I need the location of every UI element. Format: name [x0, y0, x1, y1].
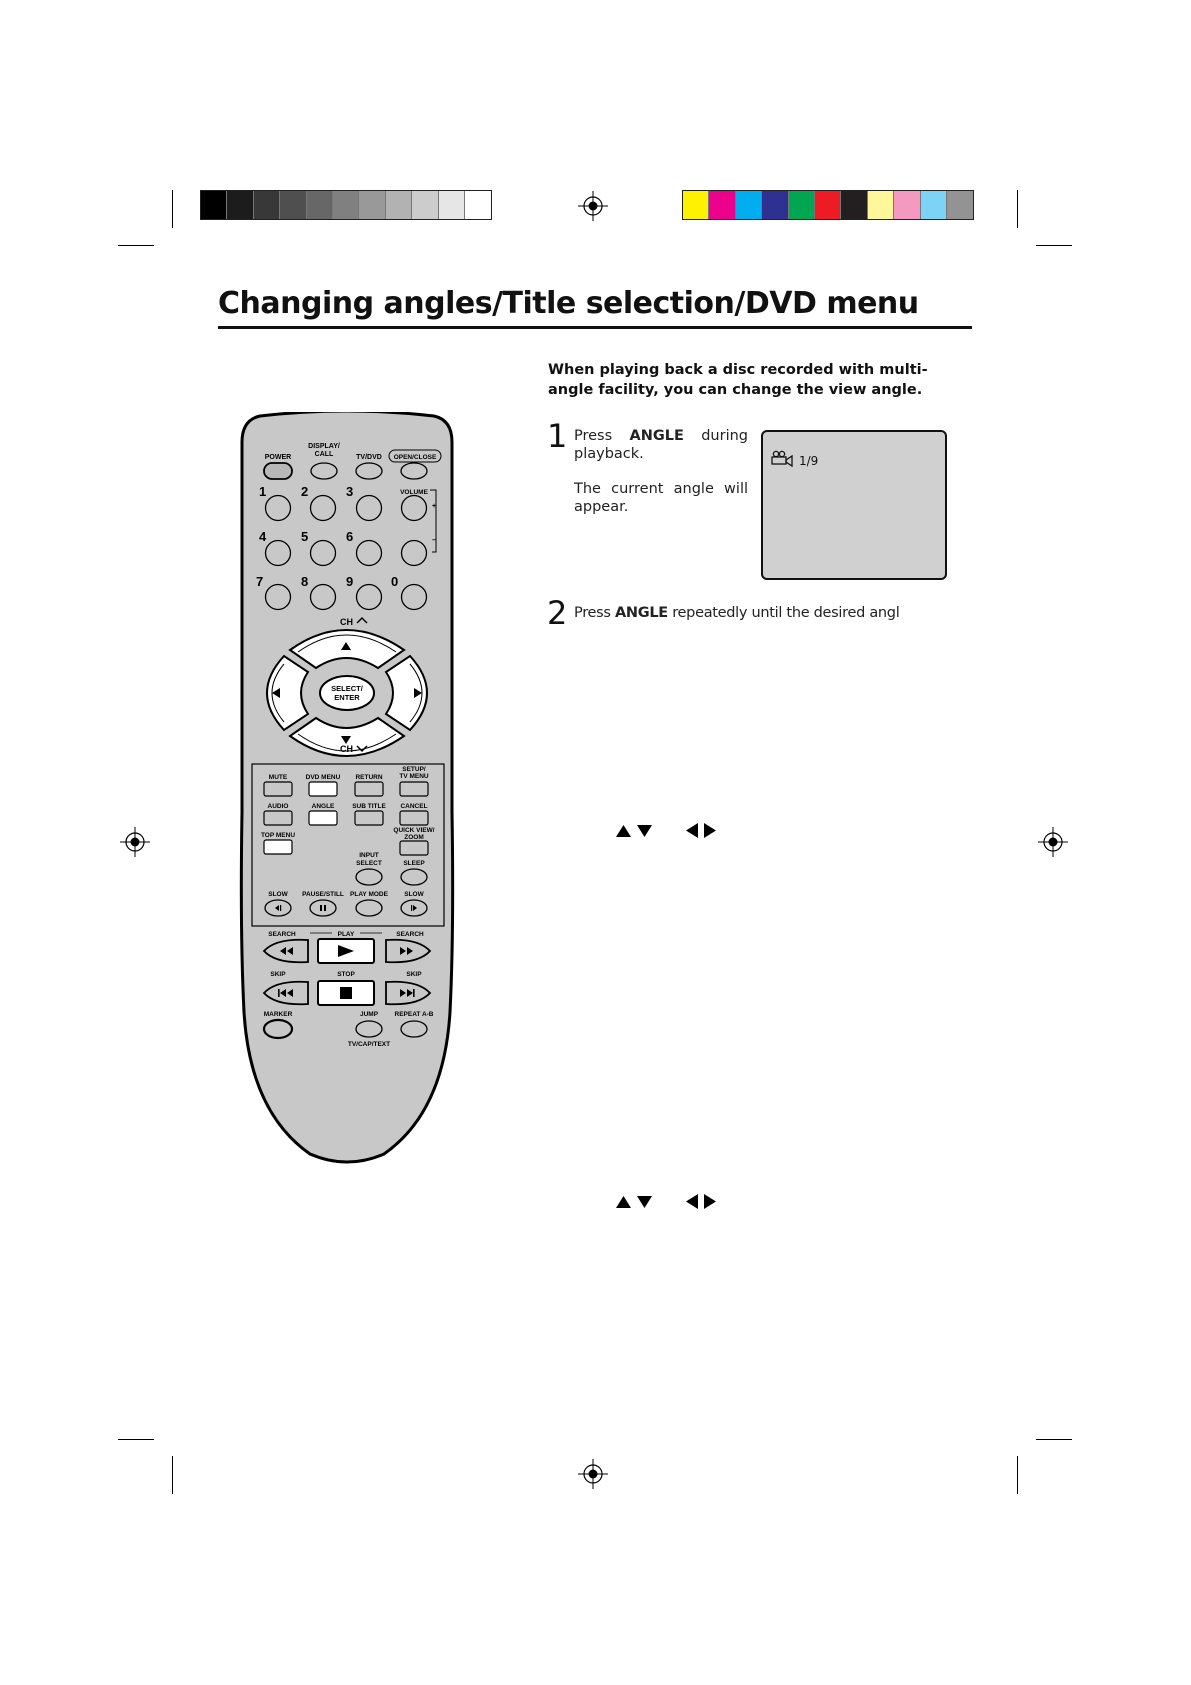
label-input-select: SELECT — [356, 860, 382, 867]
label-search-left: SEARCH — [268, 931, 296, 938]
color-swatch — [412, 191, 438, 219]
label-6: 6 — [346, 529, 354, 544]
number-9-button[interactable] — [357, 585, 382, 610]
left-triangle-icon — [686, 823, 698, 838]
number-7-button[interactable] — [266, 585, 291, 610]
label-5: 5 — [301, 529, 309, 544]
left-triangle-icon — [686, 1194, 698, 1209]
label-volume: VOLUME — [400, 489, 428, 496]
color-swatch — [815, 191, 841, 219]
setup-tv-menu-button[interactable] — [400, 782, 428, 796]
arrow-key-set — [616, 1194, 716, 1209]
crop-mark — [118, 1439, 154, 1440]
label-ch-down: CH — [340, 744, 353, 754]
number-4-button[interactable] — [266, 541, 291, 566]
color-swatch — [307, 191, 333, 219]
number-6-button[interactable] — [357, 541, 382, 566]
step-2-number: 2 — [547, 594, 568, 632]
color-swatch — [947, 191, 973, 219]
label-tv-menu: TV MENU — [399, 773, 429, 780]
label-1: 1 — [259, 484, 267, 499]
label-mute: MUTE — [268, 774, 288, 781]
sleep-button[interactable] — [401, 869, 427, 885]
quick-view-zoom-button[interactable] — [400, 841, 428, 855]
page-title: Changing angles/Title selection/DVD menu — [218, 286, 919, 321]
tv-screen-display — [761, 430, 947, 580]
label-input: INPUT — [359, 852, 379, 859]
repeat-ab-button[interactable] — [401, 1021, 427, 1037]
label-dvd-menu: DVD MENU — [305, 774, 341, 781]
label-play: PLAY — [337, 931, 355, 938]
step-1-text — [574, 427, 748, 463]
number-1-button[interactable] — [266, 496, 291, 521]
step-2-key: ANGLE — [614, 605, 668, 621]
label-return: RETURN — [355, 774, 383, 781]
angle-readout: 1/9 — [799, 454, 819, 468]
crop-mark — [1036, 245, 1072, 246]
play-mode-button[interactable] — [356, 900, 382, 916]
grayscale-registration-bar — [200, 190, 492, 220]
color-swatch — [789, 191, 815, 219]
pause-still-button[interactable] — [310, 900, 336, 916]
crop-mark — [1017, 190, 1018, 228]
right-triangle-icon — [704, 823, 716, 838]
label-top-menu: TOP MENU — [260, 832, 296, 839]
angle-button[interactable] — [309, 811, 337, 825]
label-minus: – — [432, 537, 436, 544]
label-7: 7 — [256, 574, 264, 589]
label-9: 9 — [346, 574, 354, 589]
mute-button[interactable] — [264, 782, 292, 796]
label-tvdvd: TV/DVD — [356, 454, 382, 461]
crop-mark — [118, 245, 154, 246]
label-display: DISPLAY/ — [308, 443, 340, 450]
return-button[interactable] — [355, 782, 383, 796]
label-play-mode: PLAY MODE — [350, 891, 388, 898]
label-pause-still: PAUSE/STILL — [302, 891, 344, 898]
up-triangle-icon — [616, 1196, 631, 1208]
registration-target-icon — [120, 827, 150, 857]
volume-up-button[interactable] — [402, 496, 427, 521]
number-2-button[interactable] — [311, 496, 336, 521]
camera-angle-icon — [771, 450, 795, 468]
label-setup: SETUP/ — [402, 766, 426, 773]
right-triangle-icon — [704, 1194, 716, 1209]
arrow-key-set — [616, 823, 716, 838]
crop-mark — [1017, 1456, 1018, 1494]
color-swatch — [841, 191, 867, 219]
step-1-note: The current angle will appear. — [574, 481, 748, 515]
label-plus: + — [431, 503, 437, 510]
color-swatch — [709, 191, 735, 219]
top-menu-button[interactable] — [264, 840, 292, 854]
color-registration-bar — [682, 190, 974, 220]
color-swatch — [386, 191, 412, 219]
color-swatch — [868, 191, 894, 219]
label-0: 0 — [391, 574, 399, 589]
color-swatch — [921, 191, 947, 219]
label-open-close: OPEN/CLOSE — [393, 454, 437, 461]
color-swatch — [439, 191, 465, 219]
number-3-button[interactable] — [357, 496, 382, 521]
step-2-suffix: repeatedly until the desired angl — [667, 605, 900, 621]
label-enter: ENTER — [334, 693, 360, 702]
marker-button[interactable] — [264, 1020, 292, 1038]
number-0-button[interactable] — [402, 585, 427, 610]
step-2-prefix: Press — [574, 605, 615, 621]
power-button[interactable] — [264, 463, 292, 479]
input-select-button[interactable] — [356, 869, 382, 885]
remote-control-illustration — [228, 412, 466, 1164]
label-slow-left: SLOW — [268, 891, 288, 898]
registration-target-icon — [1038, 827, 1068, 857]
label-sub-title: SUB TITLE — [352, 803, 386, 810]
color-swatch — [254, 191, 280, 219]
jump-button[interactable] — [356, 1021, 382, 1037]
intro-text: When playing back a disc recorded with multi-angle facility, you can change the view angle. — [548, 362, 928, 398]
number-8-button[interactable] — [311, 585, 336, 610]
tvdvd-button[interactable] — [356, 463, 382, 479]
step-2-text — [574, 604, 934, 622]
label-tv-cap-text: TV/CAP/TEXT — [347, 1041, 391, 1048]
color-swatch — [736, 191, 762, 219]
color-swatch — [201, 191, 227, 219]
down-triangle-icon — [637, 825, 652, 837]
down-triangle-icon — [637, 1196, 652, 1208]
label-stop: STOP — [337, 971, 355, 978]
display-call-button[interactable] — [311, 463, 337, 479]
registration-target-icon — [578, 191, 608, 221]
registration-target-icon — [578, 1459, 608, 1489]
label-marker: MARKER — [263, 1011, 293, 1018]
color-swatch — [894, 191, 920, 219]
crop-mark — [1036, 1439, 1072, 1440]
crop-mark — [172, 1456, 173, 1494]
crop-mark — [172, 190, 173, 228]
label-cancel: CANCEL — [400, 803, 428, 810]
label-skip-right: SKIP — [406, 971, 422, 978]
label-sleep: SLEEP — [403, 860, 425, 867]
step-1-key: ANGLE — [629, 428, 684, 444]
label-skip-left: SKIP — [270, 971, 286, 978]
open-close-button[interactable] — [401, 463, 427, 479]
label-4: 4 — [259, 529, 267, 544]
up-triangle-icon — [616, 825, 631, 837]
label-angle: ANGLE — [311, 803, 335, 810]
label-search-right: SEARCH — [396, 931, 424, 938]
label-repeat-ab: REPEAT A-B — [394, 1011, 434, 1018]
color-swatch — [683, 191, 709, 219]
label-jump: JUMP — [359, 1011, 379, 1018]
color-swatch — [333, 191, 359, 219]
volume-down-button[interactable] — [402, 541, 427, 566]
label-3: 3 — [346, 484, 354, 499]
color-swatch — [359, 191, 385, 219]
sub-title-button[interactable] — [355, 811, 383, 825]
label-2: 2 — [301, 484, 309, 499]
color-swatch — [465, 191, 491, 219]
label-display-call: CALL — [314, 451, 334, 458]
label-quick-view: QUICK VIEW/ — [393, 827, 435, 834]
title-rule — [218, 326, 972, 329]
label-zoom: ZOOM — [404, 834, 424, 841]
number-5-button[interactable] — [311, 541, 336, 566]
color-swatch — [280, 191, 306, 219]
color-swatch — [762, 191, 788, 219]
step-1-number: 1 — [547, 417, 568, 455]
label-audio: AUDIO — [267, 803, 289, 810]
color-swatch — [227, 191, 253, 219]
label-power: POWER — [264, 454, 292, 461]
step-1-prefix: Press — [574, 428, 630, 444]
label-8: 8 — [301, 574, 309, 589]
label-ch-up: CH — [340, 617, 353, 627]
step-1-suffix: during playback. — [574, 428, 748, 462]
dvd-menu-button[interactable] — [309, 782, 337, 796]
label-select: SELECT/ — [331, 684, 363, 693]
cancel-button[interactable] — [400, 811, 428, 825]
audio-button[interactable] — [264, 811, 292, 825]
stop-icon — [340, 987, 352, 999]
label-slow-right: SLOW — [404, 891, 424, 898]
